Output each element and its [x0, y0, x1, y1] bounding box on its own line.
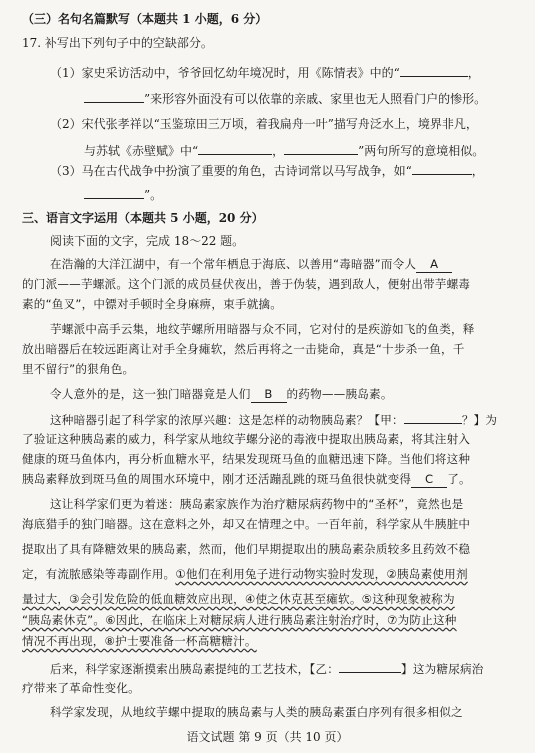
question-17: 17. 补写出下列句子中的空缺部分。: [22, 36, 213, 50]
item-1-text-a: （1）家史采访活动中，爷爷回忆幼年境况时，用《陈情表》中的“: [50, 66, 400, 80]
passage-line: 素的“鱼叉”，中镖对手顿时全身麻痹，束手就擒。: [22, 297, 283, 311]
passage-text: 】这为糖尿病治: [401, 662, 484, 676]
item-2-line-1: （2）宋代张孝祥以“玉鉴琼田三万顷，着我扁舟一叶”描写舟泛水上，境界非凡，: [50, 117, 478, 131]
passage-line: [50, 411, 497, 428]
passage-line: 这让科学家们更为着迷：胰岛素家族作为治疗糖尿病药物中的“圣杯”，竟然也是: [50, 497, 464, 511]
passage-line: 提取出了具有降糖效果的胰岛素，然而，他们早期提取出的胰岛素杂质较多且药效不稳: [22, 542, 471, 556]
item-1-text-b: ”来形容外面没有可以依靠的亲戚、家里也无人照看门户的惨形。: [144, 92, 487, 106]
passage-line: 了验证这种胰岛素的威力，科学家从地纹芋螺分泌的毒液中提取出胰岛素，将其注射入: [22, 432, 471, 446]
item-3-comma: ，: [471, 164, 484, 178]
passage-line: 科学家发现，从地纹芋螺中提取的胰岛素与人类的胰岛素蛋白序列有很多相似之: [50, 705, 463, 719]
item-2-text-d: ”两句所写的意境相似。: [358, 144, 485, 158]
passage-line: [50, 386, 393, 403]
blank-a: A: [416, 256, 452, 273]
item-2-line-2: [84, 142, 484, 159]
answer-blank: [284, 142, 358, 155]
blank-yi: [339, 660, 401, 673]
passage-line: 里不留行”的狠角色。: [22, 362, 135, 376]
passage-text: 的药物——胰岛素。: [286, 387, 393, 401]
answer-blank: [198, 142, 272, 155]
passage-line: [22, 612, 457, 628]
passage-text: 胰岛素释放到斑马鱼的周围水环境中，刚才还活蹦乱跳的斑马鱼很快就变得: [22, 472, 412, 486]
passage-line: 健康的斑马鱼体内，再分析血糖水平，结果发现斑马鱼的血糖迅速下降。当他们将这种: [22, 452, 471, 466]
blank-jia: [404, 411, 462, 424]
passage-line: [50, 256, 452, 273]
item-2-text-b: 与苏轼《赤壁赋》中“: [84, 144, 199, 158]
page-footer: 语文试题 第 9 页（共 10 页）: [186, 730, 349, 744]
item-1-line-1: （1）家史采访活动中，爷爷回忆幼年境况时，用《陈情表》中的“ ，: [50, 66, 480, 80]
answer-blank: [412, 162, 472, 175]
answer-blank: [84, 186, 144, 199]
item-3-text-a: （3）马在古代战争中扮演了重要的角色，古诗词常以马写战争，如“: [50, 164, 412, 178]
passage-text: 定，有流脓感染等毒副作用。: [22, 567, 176, 581]
blank-b: B: [251, 386, 287, 403]
wavy-underlined-text: “胰岛素休克”。: [22, 613, 106, 627]
passage-line: [22, 471, 471, 488]
wavy-underlined-text: 情况不再出现，⑧护士要准备一杯高糖糖汁。: [22, 634, 257, 648]
answer-blank: [84, 90, 144, 103]
wavy-underlined-text: 量过大，③会引发危险的低血糖效应出现，④使之休克甚至瘫软。⑤这种现象被称为: [22, 592, 455, 606]
passage-line: 芋螺派中高手云集，地纹芋螺所用暗器与众不同，它对付的是疾游如飞的鱼类，释: [50, 322, 475, 336]
passage-text: 了。: [447, 472, 471, 486]
passage-line: [22, 566, 468, 582]
passage-line: 放出暗器后在较远距离让对手全身瘫软，然后再将之一击毙命，真是“十步杀一鱼，千: [22, 342, 465, 356]
reading-intro: 阅读下面的文字，完成 18～22 题。: [50, 234, 245, 248]
section-heading: （三）名句名篇默写（本题共 1 小题，6 分）: [22, 12, 268, 26]
passage-text: 后来，科学家逐渐摸索出胰岛素提纯的工艺技术，【乙：: [50, 662, 340, 676]
passage-text: 这种暗器引起了科学家的浓厚兴趣：这是怎样的动物胰岛素？【甲：: [50, 413, 404, 427]
passage-line: [50, 660, 484, 677]
passage-line: 的门派——芋螺派。这个门派的成员昼伏夜出，善于伪装，遇到敌人，便射出带芋螺毒: [22, 277, 471, 291]
section-heading: 三、语言文字运用（本题共 5 小题，20 分）: [22, 211, 264, 225]
item-3-line-2: [84, 186, 162, 203]
wavy-underlined-text: ①他们在利用兔子进行动物实验时发现，②胰岛素使用剂: [175, 567, 468, 581]
item-2-comma: ，: [272, 144, 285, 158]
answer-blank: [400, 64, 468, 77]
item-1-line-2: [84, 90, 486, 107]
passage-text: 令人意外的是，这一独门暗器竟是人们: [50, 387, 251, 401]
passage-line: 海底猎手的独门暗器。这在意料之外，却又在情理之中。一百年前，科学家从牛胰脏中: [22, 517, 471, 531]
blank-c: C: [411, 471, 447, 488]
passage-text: ？】为: [461, 413, 498, 427]
item-3-text-c: ”。: [144, 188, 163, 202]
passage-text: 在浩瀚的大洋江湖中，有一个常年栖息于海底、以善用“毒暗器”而令人: [50, 257, 417, 271]
passage-line: 疗带来了革命性变化。: [22, 681, 140, 695]
wavy-underlined-text: ⑥因此，在临床上对糖尿病人进行胰岛素注射治疗时，⑦为防止这种: [105, 613, 457, 627]
item-3-line-1: [50, 162, 484, 179]
